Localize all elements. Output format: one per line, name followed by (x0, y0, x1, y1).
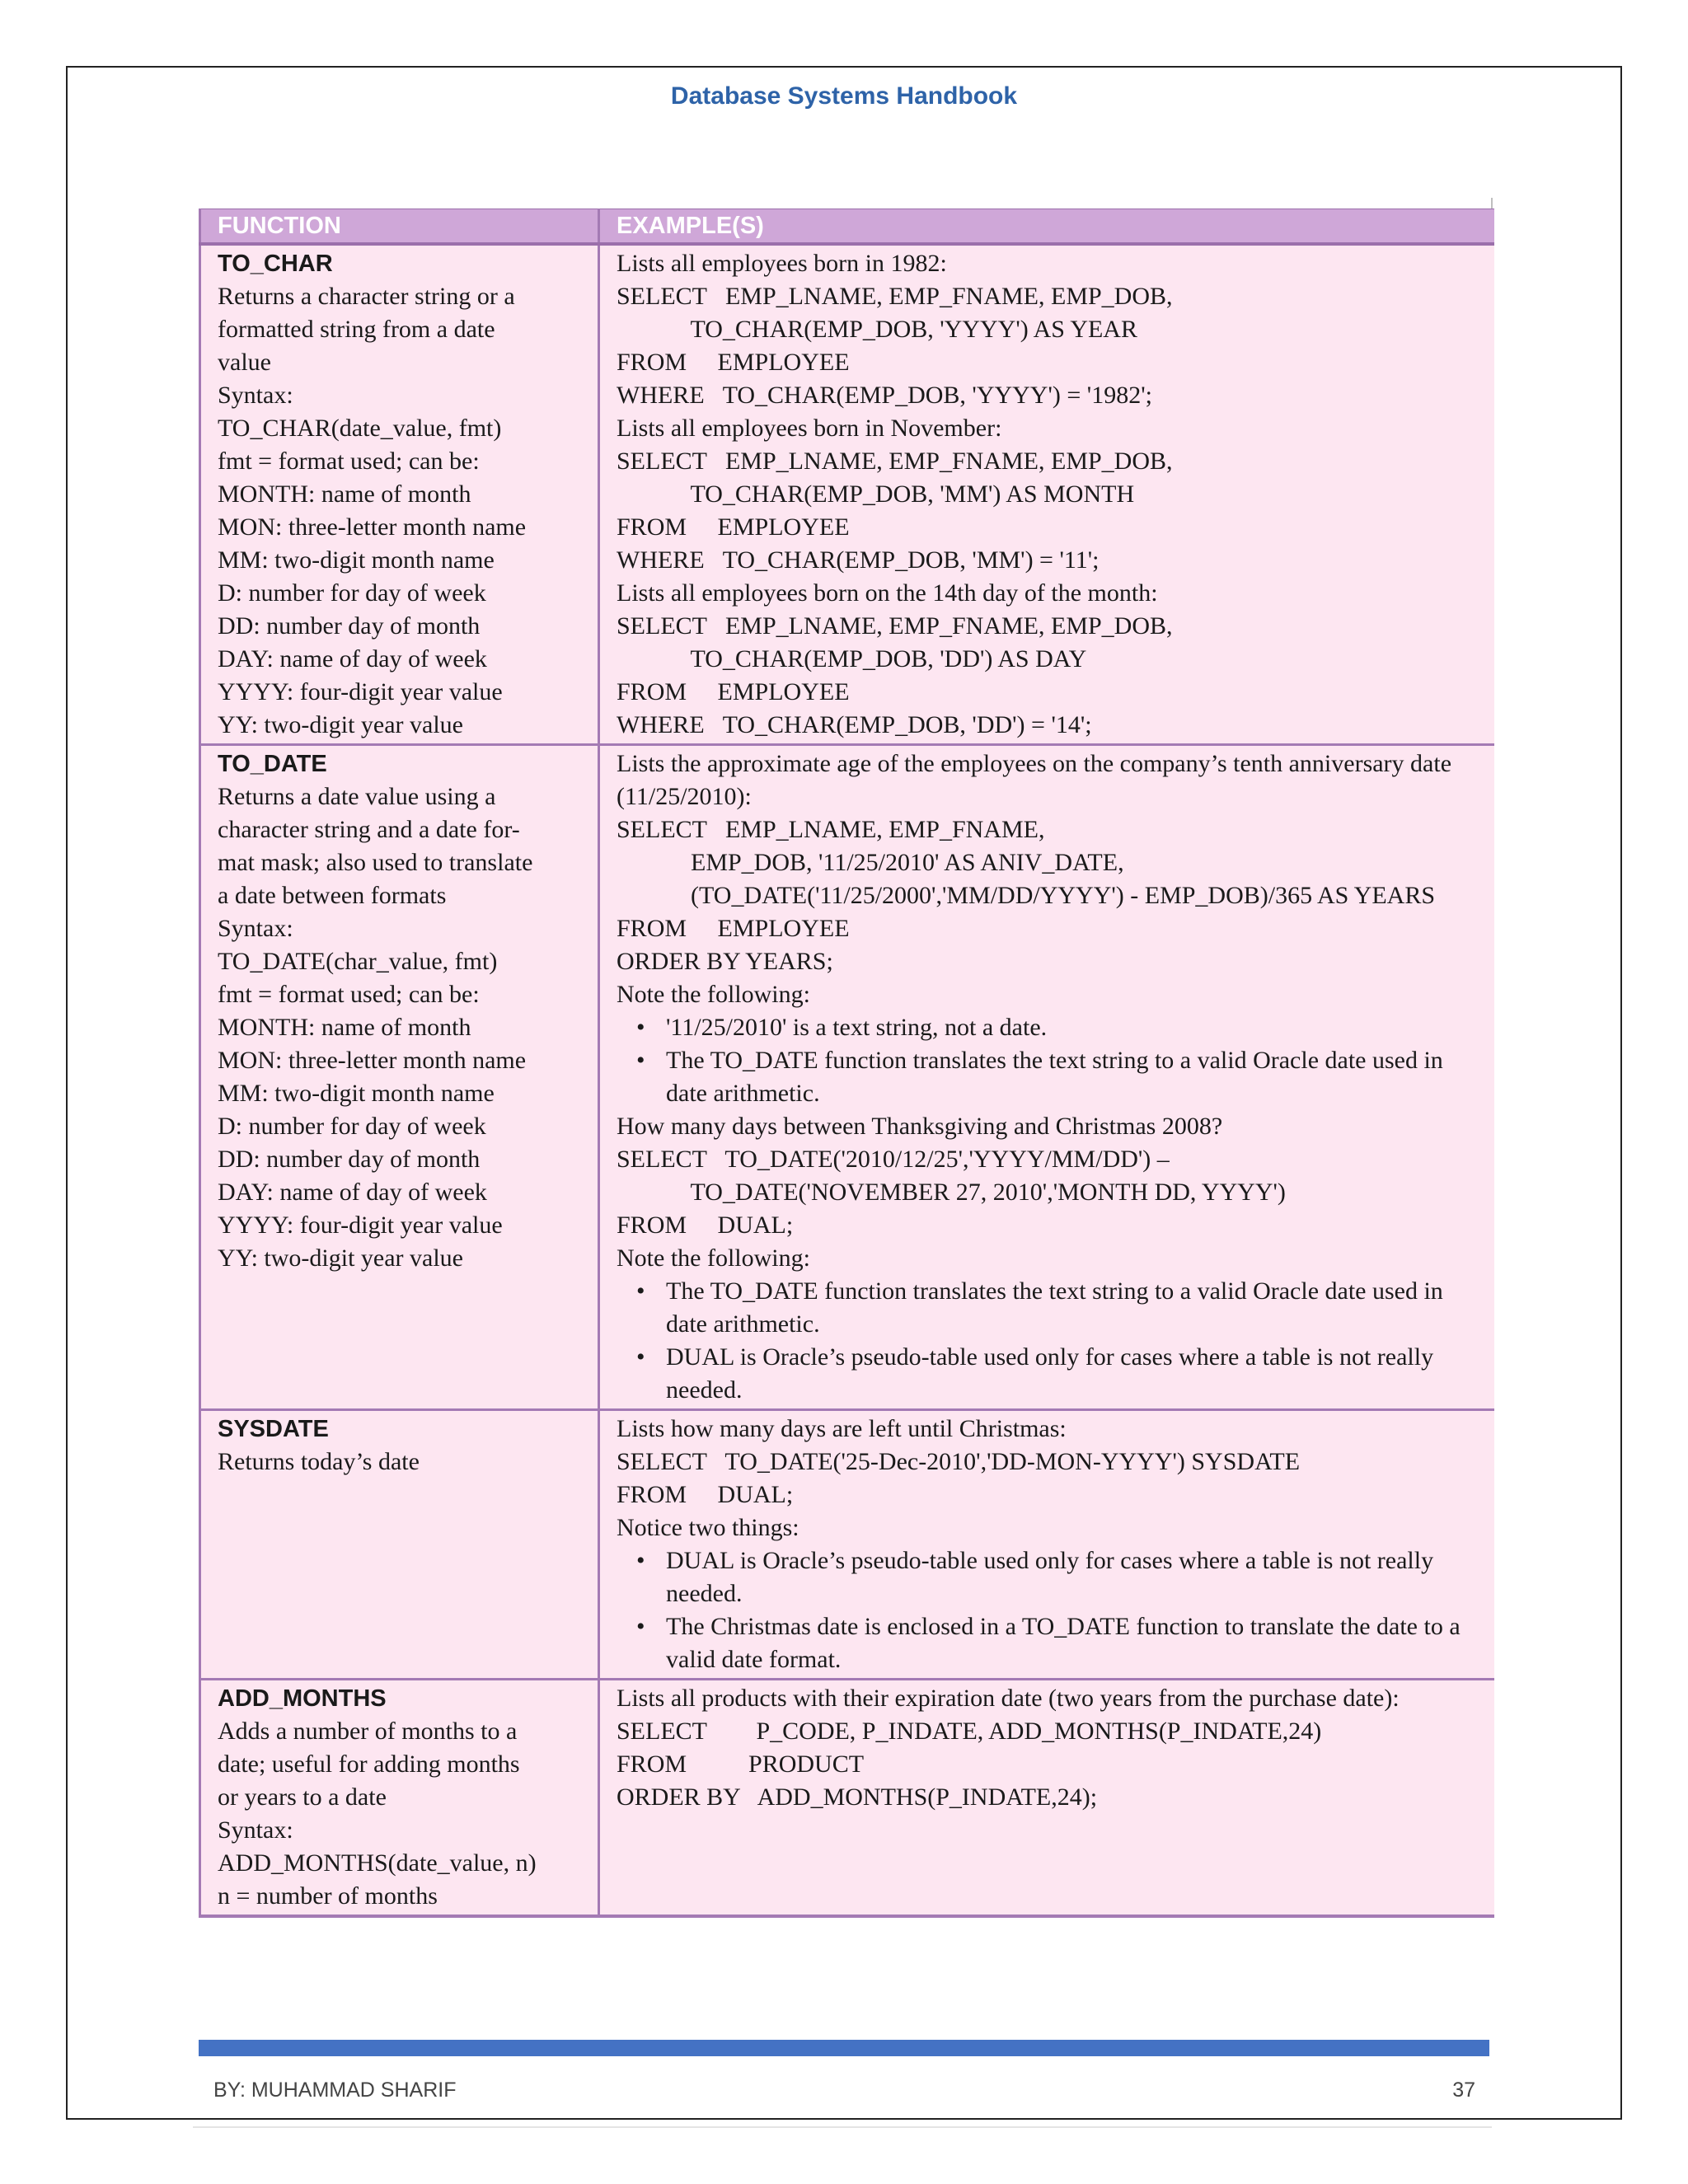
date-function-table (199, 209, 1494, 1918)
examples-cell (599, 244, 1494, 745)
function-description-line: YY: two-digit year value (218, 711, 463, 738)
example-line: FROM PRODUCT (617, 1750, 865, 1778)
function-description-line: YY: two-digit year value (218, 1244, 463, 1272)
example-line: SELECT EMP_LNAME, EMP_FNAME, EMP_DOB, (617, 612, 1173, 640)
page-header-title: Database Systems Handbook (670, 82, 1018, 110)
table-row (200, 1410, 1494, 1680)
function-description-line: value (218, 349, 271, 376)
example-line: Lists all employees born on the 14th day of the month: (617, 579, 1158, 607)
example-bullet-item: • The TO_DATE function translates the text string to a valid Oracle date used in date arithmetic. (617, 1275, 1489, 1341)
function-cell (200, 745, 599, 1410)
function-cell (200, 1410, 599, 1680)
example-bullet-item: • The Christmas date is enclosed in a TO_DATE function to translate the date to a valid date format. (617, 1610, 1489, 1676)
function-cell (200, 1680, 599, 1917)
example-line: Lists all employees born in November: (617, 415, 1002, 442)
example-line: SELECT TO_DATE('2010/12/25','YYYY/MM/DD') – (617, 1146, 1170, 1173)
function-description-line: fmt = format used; can be: (218, 448, 480, 475)
example-line: TO_DATE('NOVEMBER 27, 2010','MONTH DD, YYYY') (617, 1179, 1286, 1206)
example-line: ORDER BY ADD_MONTHS(P_INDATE,24); (617, 1783, 1098, 1811)
function-description-line: DAY: name of day of week (218, 645, 487, 673)
footer-author: BY: MUHAMMAD SHARIF (213, 2079, 457, 2102)
example-line: FROM DUAL; (617, 1481, 794, 1508)
function-description-line: Syntax: (218, 382, 293, 409)
example-line: SELECT EMP_LNAME, EMP_FNAME, EMP_DOB, (617, 448, 1173, 475)
example-line: Notice two things: (617, 1514, 799, 1541)
example-bullet-item: • '11/25/2010' is a text string, not a date. (617, 1011, 1489, 1044)
example-line: Lists how many days are left until Christmas: (617, 1415, 1067, 1442)
example-line: SELECT P_CODE, P_INDATE, ADD_MONTHS(P_INDATE,24) (617, 1718, 1322, 1745)
function-description-line: date; useful for adding months (218, 1750, 520, 1778)
example-bullet-item: • DUAL is Oracle’s pseudo-table used only for cases where a table is not really needed. (617, 1544, 1489, 1610)
example-bullet-item: • DUAL is Oracle’s pseudo-table used only for cases where a table is not really needed. (617, 1341, 1489, 1407)
function-description-line: character string and a date for- (218, 816, 520, 843)
footer-accent-bar (199, 2040, 1489, 2056)
example-line: TO_CHAR(EMP_DOB, 'DD') AS DAY (617, 645, 1087, 673)
table-header-row (200, 209, 1494, 245)
function-name: TO_CHAR (218, 251, 333, 277)
examples-cell (599, 1410, 1494, 1680)
example-line: TO_CHAR(EMP_DOB, 'YYYY') AS YEAR (617, 316, 1137, 343)
function-table-container (199, 209, 1493, 1918)
example-line: FROM EMPLOYEE (617, 513, 850, 541)
function-description-line: fmt = format used; can be: (218, 981, 480, 1008)
example-line: (TO_DATE('11/25/2000','MM/DD/YYYY') - EMP_DOB)/365 AS YEARS (617, 882, 1436, 909)
function-description-line: or years to a date (218, 1783, 387, 1811)
function-description-line: n = number of months (218, 1882, 438, 1910)
example-line: Lists all employees born in 1982: (617, 250, 947, 277)
table-row (200, 244, 1494, 745)
column-header-examples: EXAMPLE(S) (599, 209, 1494, 245)
function-description-line: Adds a number of months to a (218, 1718, 518, 1745)
function-description-line: DD: number day of month (218, 1146, 481, 1173)
examples-cell (599, 745, 1494, 1410)
function-description-line: YYYY: four-digit year value (218, 678, 503, 705)
example-line: TO_CHAR(EMP_DOB, 'MM') AS MONTH (617, 480, 1135, 508)
example-line: Note the following: (617, 1244, 810, 1272)
function-description-line: Syntax: (218, 915, 293, 942)
column-header-function: FUNCTION (200, 209, 599, 245)
function-description-line: Syntax: (218, 1816, 293, 1844)
function-description-line: TO_DATE(char_value, fmt) (218, 948, 498, 975)
example-line: ORDER BY YEARS; (617, 948, 833, 975)
example-line: SELECT TO_DATE('25-Dec-2010','DD-MON-YYYY') SYSDATE (617, 1448, 1301, 1475)
function-description-line: Returns today’s date (218, 1448, 420, 1475)
function-description-line: MON: three-letter month name (218, 1047, 527, 1074)
table-row (200, 1680, 1494, 1917)
example-line: FROM EMPLOYEE (617, 678, 850, 705)
function-description-line: DD: number day of month (218, 612, 481, 640)
example-bullet-item: • The TO_DATE function translates the text string to a valid Oracle date used in date arithmetic. (617, 1044, 1489, 1110)
example-line: SELECT EMP_LNAME, EMP_FNAME, EMP_DOB, (617, 283, 1173, 310)
function-name: ADD_MONTHS (218, 1685, 387, 1712)
example-line: FROM EMPLOYEE (617, 915, 850, 942)
function-description-line: MONTH: name of month (218, 1014, 471, 1041)
function-description-line: Returns a date value using a (218, 783, 496, 810)
example-line: Note the following: (617, 981, 810, 1008)
function-description-line: ADD_MONTHS(date_value, n) (218, 1849, 537, 1877)
example-line: EMP_DOB, '11/25/2010' AS ANIV_DATE, (617, 849, 1124, 876)
function-description-line: Returns a character string or a (218, 283, 515, 310)
function-description-line: DAY: name of day of week (218, 1179, 487, 1206)
example-line: FROM DUAL; (617, 1212, 794, 1239)
function-description-line: MM: two-digit month name (218, 546, 495, 574)
function-description-line: YYYY: four-digit year value (218, 1212, 503, 1239)
table-row (200, 745, 1494, 1410)
example-line: Lists the approximate age of the employees on the company’s tenth anniversary date (11/25/2010): (617, 750, 1452, 810)
example-line: FROM EMPLOYEE (617, 349, 850, 376)
example-line: WHERE TO_CHAR(EMP_DOB, 'MM') = '11'; (617, 546, 1100, 574)
examples-cell (599, 1680, 1494, 1917)
function-cell (200, 244, 599, 745)
example-line: WHERE TO_CHAR(EMP_DOB, 'DD') = '14'; (617, 711, 1092, 738)
function-description-line: MON: three-letter month name (218, 513, 527, 541)
function-description-line: formatted string from a date (218, 316, 495, 343)
function-description-line: MONTH: name of month (218, 480, 471, 508)
function-description-line: TO_CHAR(date_value, fmt) (218, 415, 502, 442)
function-description-line: D: number for day of week (218, 1113, 486, 1140)
example-line: SELECT EMP_LNAME, EMP_FNAME, (617, 816, 1045, 843)
function-description-line: mat mask; also used to translate (218, 849, 533, 876)
function-name: TO_DATE (218, 751, 327, 777)
example-line: Lists all products with their expiration date (two years from the purchase date): (617, 1685, 1400, 1712)
function-name: SYSDATE (218, 1416, 329, 1442)
function-description-line: a date between formats (218, 882, 447, 909)
footer-rule (193, 2126, 1492, 2128)
example-line: WHERE TO_CHAR(EMP_DOB, 'YYYY') = '1982'; (617, 382, 1152, 409)
footer-page-number: 37 (1452, 2079, 1475, 2102)
function-description-line: MM: two-digit month name (218, 1080, 495, 1107)
example-line: How many days between Thanksgiving and Christmas 2008? (617, 1113, 1223, 1140)
table-body (200, 244, 1494, 1916)
function-description-line: D: number for day of week (218, 579, 486, 607)
